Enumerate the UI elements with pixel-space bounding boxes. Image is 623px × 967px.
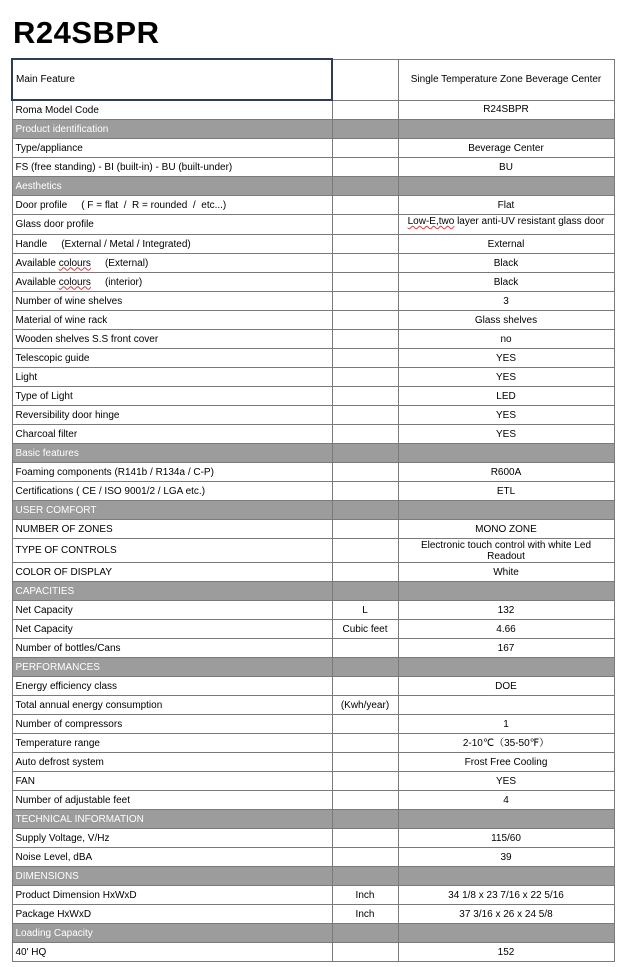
section-blank-cell: [332, 120, 398, 139]
row-value-cell: BU: [398, 158, 614, 177]
table-row: [12, 482, 614, 501]
table-row: [12, 620, 614, 639]
table-row: [12, 349, 614, 368]
row-label-cell: [12, 273, 332, 292]
table-row: [12, 254, 614, 273]
row-unit-cell: [332, 254, 398, 273]
row-label: Handle: [15, 238, 48, 250]
row-value-cell: DOE: [398, 677, 614, 696]
section-header-row: [12, 444, 614, 463]
row-unit-cell: [332, 273, 398, 292]
section-title: PERFORMANCES: [12, 658, 332, 677]
table-row: [12, 772, 614, 791]
header-value-cell: Single Temperature Zone Beverage Center: [398, 59, 614, 100]
section-blank-cell: [398, 444, 614, 463]
table-row: [12, 235, 614, 254]
row-value-cell: 152: [398, 943, 614, 962]
spec-table: [11, 58, 615, 962]
table-row: [12, 848, 614, 867]
row-unit-cell: [332, 349, 398, 368]
row-label-cell: [12, 215, 332, 235]
section-blank-cell: [332, 810, 398, 829]
table-row: [12, 563, 614, 582]
row-value-cell: Black: [398, 273, 614, 292]
row-label: COLOR OF DISPLAY: [15, 566, 113, 578]
row-label-cell: [12, 520, 332, 539]
row-value-cell: ETL: [398, 482, 614, 501]
row-unit-cell: [332, 387, 398, 406]
row-label: Product Dimension HxWxD: [15, 889, 137, 901]
table-row: [12, 886, 614, 905]
section-blank-cell: [332, 444, 398, 463]
row-value-cell: no: [398, 330, 614, 349]
table-row: [12, 196, 614, 215]
row-unit-cell: [332, 539, 398, 563]
row-value-cell: 2-10℃（35-50℉）: [398, 734, 614, 753]
row-label: Supply Voltage, V/Hz: [15, 832, 110, 844]
row-label-cell: [12, 254, 332, 273]
table-row: [12, 943, 614, 962]
row-label-cell: [12, 734, 332, 753]
table-row: [12, 791, 614, 810]
table-row: [12, 715, 614, 734]
row-label: FS (free standing) - BI (built-in) - BU (built-under): [15, 161, 233, 173]
table-row: [12, 273, 614, 292]
row-unit-cell: [332, 639, 398, 658]
row-value-cell: 132: [398, 601, 614, 620]
section-blank-cell: [332, 582, 398, 601]
row-label: Glass door profile: [15, 219, 94, 230]
section-blank-cell: [398, 810, 614, 829]
row-label: Total annual energy consumption: [15, 699, 163, 711]
row-value-cell: YES: [398, 349, 614, 368]
row-value-cell: YES: [398, 406, 614, 425]
row-unit-cell: [332, 215, 398, 235]
row-unit-cell: [332, 753, 398, 772]
row-value-cell: 34 1/8 x 23 7/16 x 22 5/16: [398, 886, 614, 905]
row-unit-cell: Cubic feet: [332, 620, 398, 639]
section-header-row: [12, 501, 614, 520]
section-header-row: [12, 924, 614, 943]
row-unit-cell: [332, 848, 398, 867]
row-value-cell: Flat: [398, 196, 614, 215]
table-row: [12, 601, 614, 620]
header-unit-cell: [332, 59, 398, 100]
section-blank-cell: [398, 867, 614, 886]
table-row: [12, 696, 614, 715]
row-value-cell: Glass shelves: [398, 311, 614, 330]
section-blank-cell: [332, 501, 398, 520]
table-row: [12, 639, 614, 658]
row-unit-cell: [332, 520, 398, 539]
row-note: ( F = flat / R = rounded / etc...): [81, 199, 227, 211]
row-value-cell: YES: [398, 368, 614, 387]
row-label-cell: [12, 772, 332, 791]
row-unit-cell: [332, 235, 398, 254]
table-row: [12, 330, 614, 349]
row-label: Noise Level, dBA: [15, 851, 93, 863]
row-label: Number of bottles/Cans: [15, 642, 121, 654]
row-unit-cell: [332, 734, 398, 753]
section-blank-cell: [398, 658, 614, 677]
row-label-cell: [12, 311, 332, 330]
section-header-row: [12, 810, 614, 829]
section-title: Aesthetics: [12, 177, 332, 196]
row-label-cell: [12, 620, 332, 639]
row-label-cell: [12, 677, 332, 696]
row-label-cell: [12, 368, 332, 387]
section-title: CAPACITIES: [12, 582, 332, 601]
table-header-row: [12, 59, 614, 100]
row-unit-cell: [332, 330, 398, 349]
table-row: [12, 463, 614, 482]
table-row: [12, 425, 614, 444]
row-value-cell: White: [398, 563, 614, 582]
row-label: Roma Model Code: [15, 104, 99, 116]
section-title: Basic features: [12, 444, 332, 463]
section-blank-cell: [332, 867, 398, 886]
row-label-cell: [12, 196, 332, 215]
row-label-cell: [12, 886, 332, 905]
row-value-cell: Low-E,two layer anti-UV resistant glass door: [398, 215, 614, 235]
row-label: Material of wine rack: [15, 314, 108, 326]
section-title: Product identification: [12, 120, 332, 139]
row-unit-cell: Inch: [332, 905, 398, 924]
table-row: [12, 139, 614, 158]
row-unit-cell: [332, 463, 398, 482]
table-row: [12, 677, 614, 696]
section-title: DIMENSIONS: [12, 867, 332, 886]
row-value-cell: 3: [398, 292, 614, 311]
row-value-cell: 39: [398, 848, 614, 867]
row-label-cell: [12, 791, 332, 810]
table-row: [12, 292, 614, 311]
row-label: Light: [15, 371, 38, 383]
row-value-cell: Frost Free Cooling: [398, 753, 614, 772]
row-value-cell: 115/60: [398, 829, 614, 848]
table-row: [12, 905, 614, 924]
row-label: Number of adjustable feet: [15, 794, 131, 806]
section-header-row: [12, 658, 614, 677]
row-label: NUMBER OF ZONES: [15, 523, 113, 535]
row-unit-cell: (Kwh/year): [332, 696, 398, 715]
table-row: [12, 100, 614, 120]
table-row: [12, 753, 614, 772]
row-label-cell: [12, 158, 332, 177]
row-unit-cell: [332, 311, 398, 330]
row-value-cell: YES: [398, 425, 614, 444]
row-value-cell: Beverage Center: [398, 139, 614, 158]
row-label: 40' HQ: [15, 946, 47, 958]
table-row: [12, 368, 614, 387]
row-label-cell: [12, 601, 332, 620]
row-value-cell: Black: [398, 254, 614, 273]
row-label: Number of compressors: [15, 718, 123, 730]
row-unit-cell: [332, 563, 398, 582]
row-label: Package HxWxD: [15, 908, 92, 920]
section-blank-cell: [398, 924, 614, 943]
row-label: Reversibility door hinge: [15, 409, 120, 421]
row-label-cell: [12, 905, 332, 924]
row-value-cell: [398, 696, 614, 715]
row-value-cell: R24SBPR: [398, 100, 614, 120]
row-unit-cell: [332, 425, 398, 444]
row-label: Net Capacity: [15, 623, 73, 635]
row-label-cell: [12, 292, 332, 311]
table-row: [12, 406, 614, 425]
row-value-cell: LED: [398, 387, 614, 406]
page-title: R24SBPR: [13, 15, 160, 50]
section-title: USER COMFORT: [12, 501, 332, 520]
row-unit-cell: [332, 791, 398, 810]
row-label-cell: [12, 235, 332, 254]
section-blank-cell: [398, 501, 614, 520]
table-row: [12, 734, 614, 753]
table-row: [12, 311, 614, 330]
row-label-cell: [12, 100, 332, 120]
row-label-cell: [12, 639, 332, 658]
row-label: Charcoal filter: [15, 428, 78, 440]
row-label-cell: [12, 829, 332, 848]
section-header-row: [12, 867, 614, 886]
table-row: [12, 158, 614, 177]
row-label-cell: [12, 330, 332, 349]
row-value-cell: 4.66: [398, 620, 614, 639]
row-label-cell: [12, 406, 332, 425]
row-label: FAN: [15, 775, 35, 787]
row-label-cell: [12, 848, 332, 867]
row-label: Wooden shelves S.S front cover: [15, 333, 159, 345]
row-label-cell: [12, 482, 332, 501]
header-label-cell[interactable]: Main Feature: [12, 59, 332, 100]
row-note: (External / Metal / Integrated): [61, 238, 191, 250]
row-label-cell: [12, 943, 332, 962]
row-unit-cell: [332, 158, 398, 177]
row-value-cell: 1: [398, 715, 614, 734]
section-header-row: [12, 177, 614, 196]
row-label: Number of wine shelves: [15, 295, 123, 307]
section-header-row: [12, 582, 614, 601]
section-title: Loading Capacity: [12, 924, 332, 943]
row-label-cell: [12, 349, 332, 368]
row-label: Door profile: [15, 199, 68, 211]
row-label: Certifications ( CE / ISO 9001/2 / LGA etc.): [15, 485, 206, 497]
row-note: (interior): [104, 276, 143, 288]
section-title: TECHNICAL INFORMATION: [12, 810, 332, 829]
row-unit-cell: [332, 829, 398, 848]
row-unit-cell: [332, 292, 398, 311]
table-row: [12, 387, 614, 406]
row-unit-cell: [332, 100, 398, 120]
section-header-row: [12, 120, 614, 139]
section-blank-cell: [398, 177, 614, 196]
row-label-cell: [12, 715, 332, 734]
row-value-cell: YES: [398, 772, 614, 791]
row-unit-cell: [332, 196, 398, 215]
row-label-cell: [12, 425, 332, 444]
row-label-cell: [12, 539, 332, 563]
row-label: TYPE OF CONTROLS: [15, 545, 117, 556]
row-unit-cell: [332, 677, 398, 696]
row-label: Type of Light: [15, 390, 73, 402]
row-label-cell: [12, 139, 332, 158]
row-value-cell: Electronic touch control with white Led Readout: [398, 539, 614, 563]
table-row: [12, 215, 614, 235]
row-label: Type/appliance: [15, 142, 83, 154]
row-label: Temperature range: [15, 737, 100, 749]
row-value-cell: 167: [398, 639, 614, 658]
row-unit-cell: L: [332, 601, 398, 620]
row-label-cell: [12, 563, 332, 582]
row-unit-cell: [332, 368, 398, 387]
row-label: Telescopic guide: [15, 352, 90, 364]
row-label-cell: [12, 463, 332, 482]
section-blank-cell: [332, 924, 398, 943]
table-row: [12, 829, 614, 848]
row-value-cell: 37 3/16 x 26 x 24 5/8: [398, 905, 614, 924]
table-row: [12, 520, 614, 539]
row-unit-cell: [332, 943, 398, 962]
row-unit-cell: [332, 406, 398, 425]
table-row: [12, 539, 614, 563]
section-blank-cell: [398, 582, 614, 601]
section-blank-cell: [332, 177, 398, 196]
row-unit-cell: [332, 715, 398, 734]
row-unit-cell: [332, 772, 398, 791]
section-blank-cell: [398, 120, 614, 139]
row-label-cell: [12, 387, 332, 406]
row-value-cell: External: [398, 235, 614, 254]
row-label-cell: [12, 696, 332, 715]
row-label: Energy efficiency class: [15, 680, 118, 692]
row-label: Foaming components (R141b / R134a / C-P): [15, 466, 214, 478]
row-value-cell: 4: [398, 791, 614, 810]
row-unit-cell: [332, 139, 398, 158]
row-label: Auto defrost system: [15, 756, 104, 768]
row-value-cell: MONO ZONE: [398, 520, 614, 539]
row-value-cell: R600A: [398, 463, 614, 482]
row-label: Available colours: [15, 276, 91, 288]
row-label: Net Capacity: [15, 604, 73, 616]
row-label: Available colours: [15, 257, 91, 269]
row-note: (External): [104, 257, 149, 269]
section-blank-cell: [332, 658, 398, 677]
row-unit-cell: [332, 482, 398, 501]
row-label-cell: [12, 753, 332, 772]
row-unit-cell: Inch: [332, 886, 398, 905]
